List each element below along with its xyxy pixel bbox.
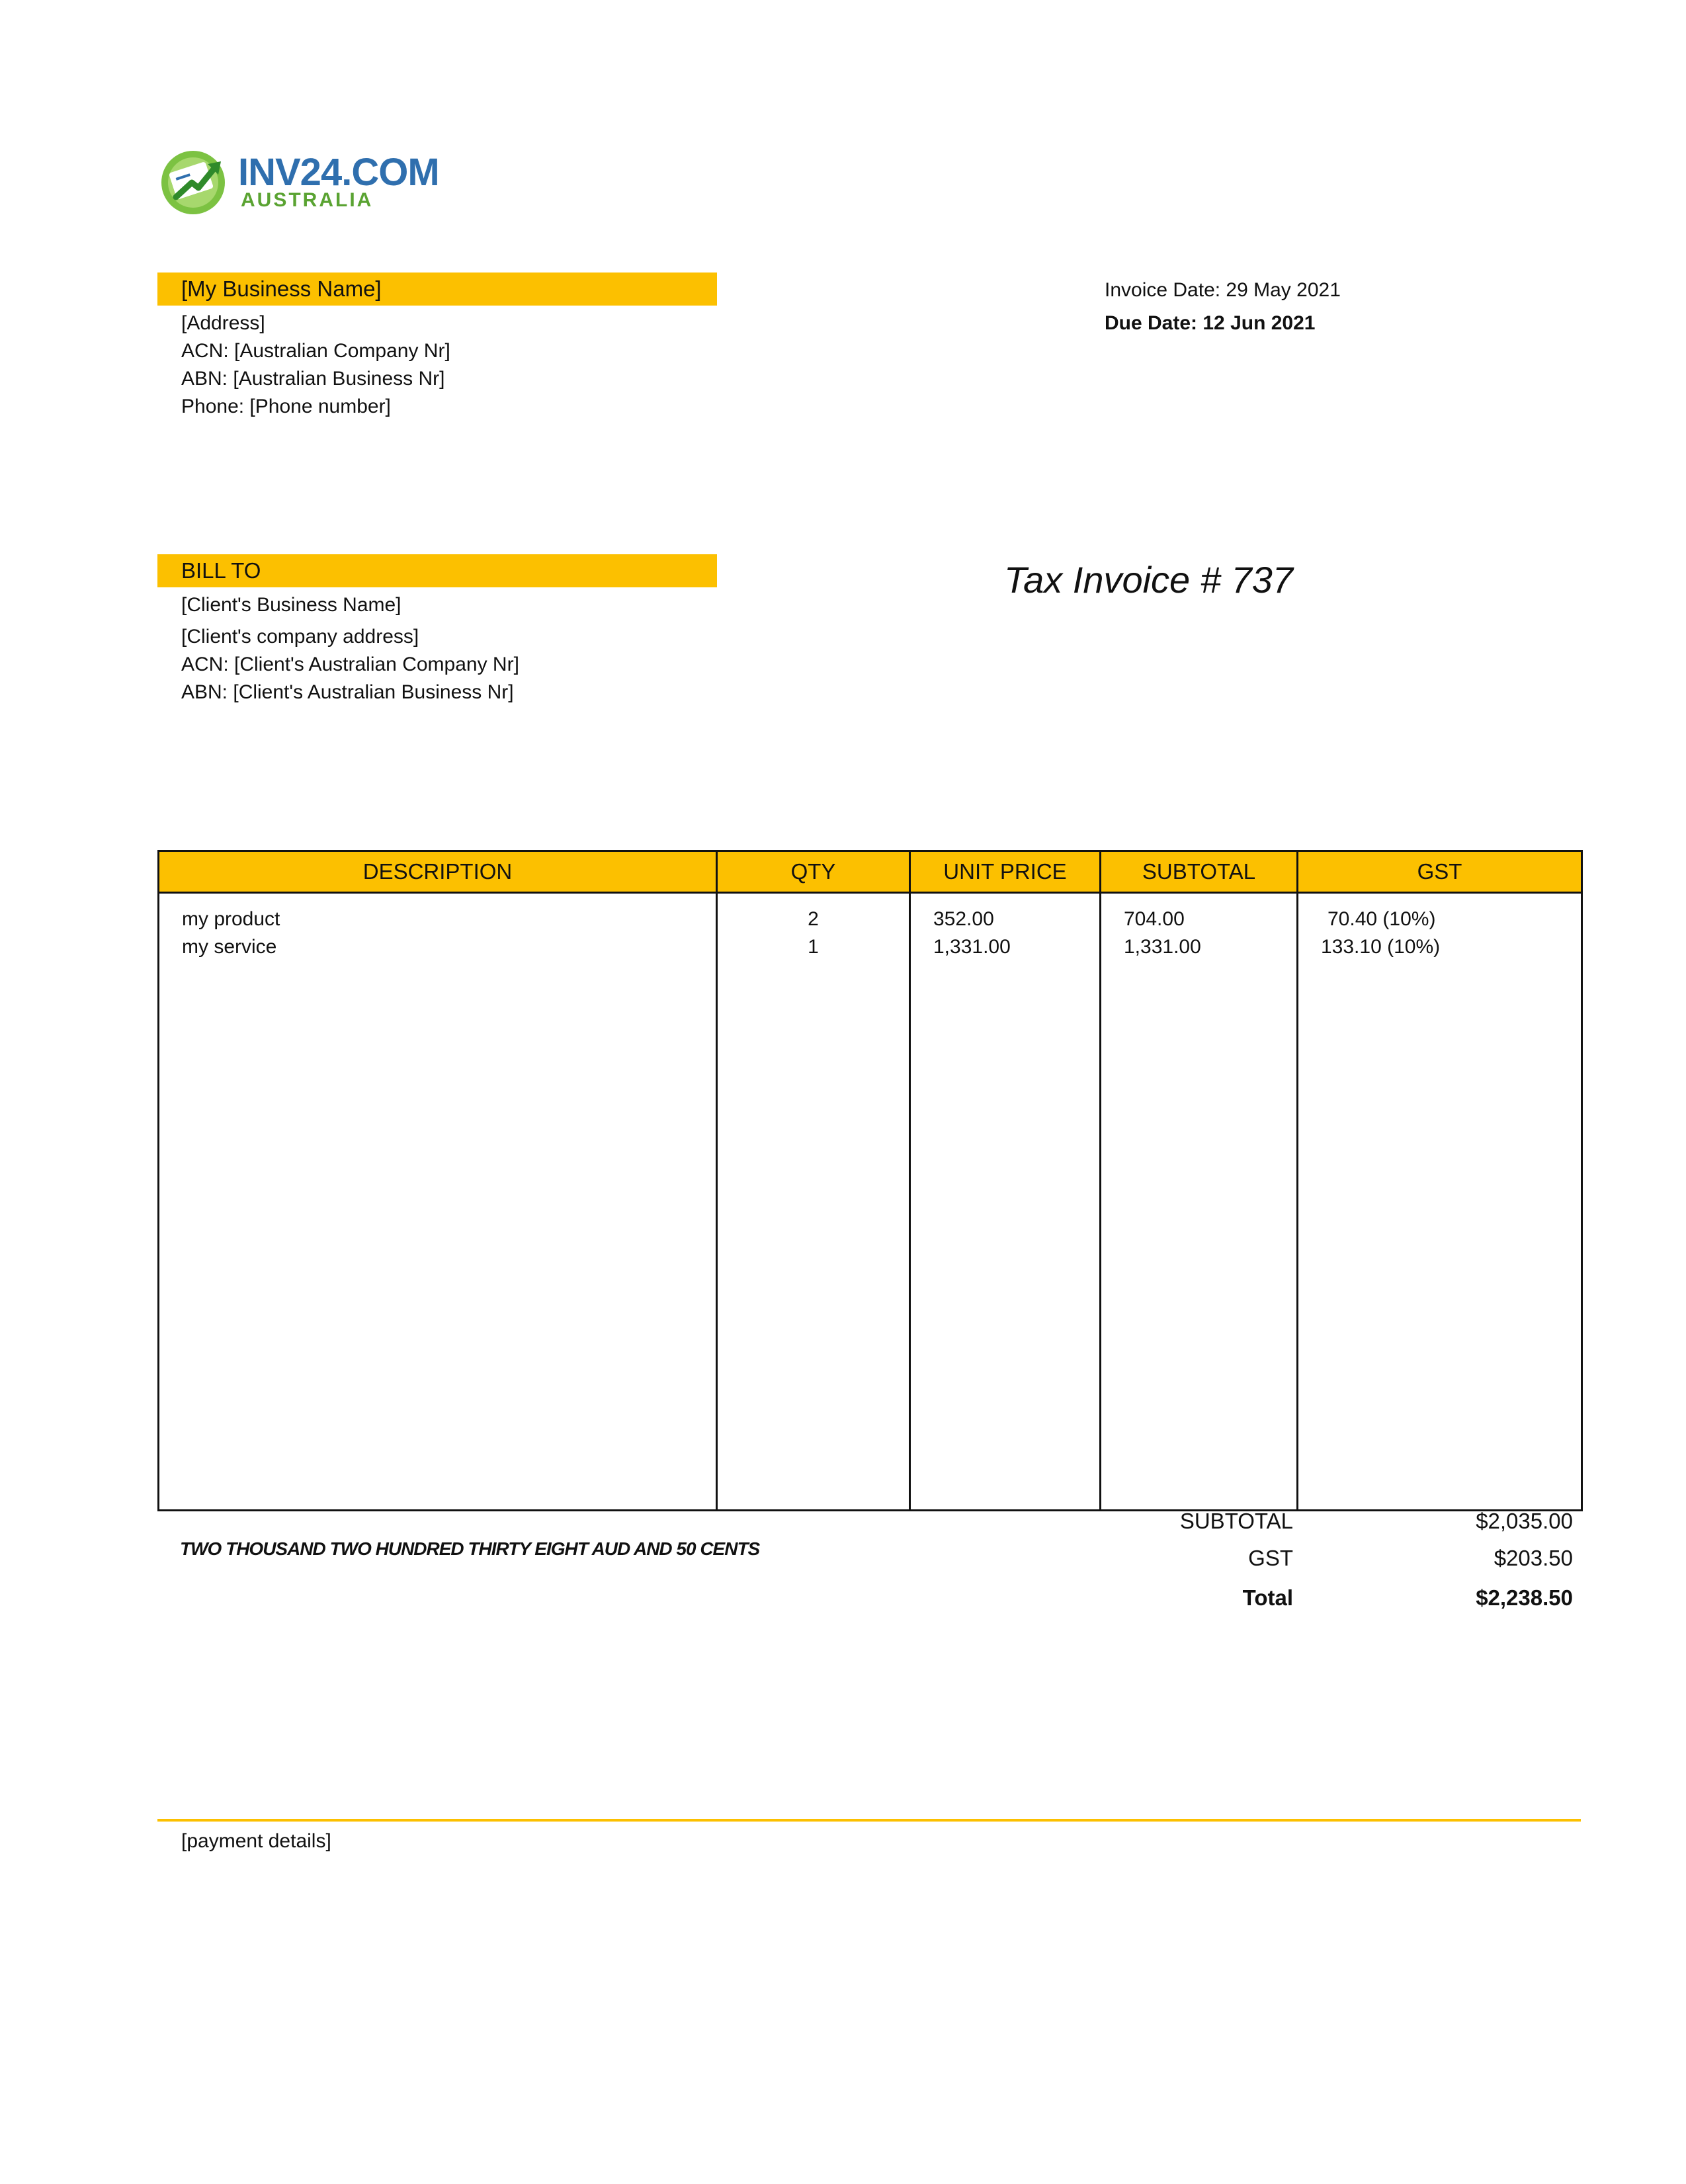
row-unit-price: 352.00 [933, 908, 994, 930]
header-subtotal: SUBTOTAL [1101, 851, 1298, 893]
seller-phone: Phone: [Phone number] [181, 396, 391, 417]
row-subtotal: 704.00 [1124, 908, 1185, 930]
row-description: my product [182, 908, 280, 930]
row-subtotal: 1,331.00 [1124, 936, 1201, 958]
table-filler-row [159, 961, 1582, 1511]
client-abn: ABN: [Client's Australian Business Nr] [181, 681, 514, 703]
row-qty: 2 [808, 908, 819, 930]
client-name: [Client's Business Name] [181, 594, 401, 616]
seller-address: [Address] [181, 312, 265, 334]
seller-abn: ABN: [Australian Business Nr] [181, 368, 445, 390]
payment-details: [payment details] [181, 1830, 331, 1852]
table-row [159, 893, 1582, 934]
row-qty: 1 [808, 936, 819, 958]
row-unit-price: 1,331.00 [933, 936, 1011, 958]
total-value: $2,238.50 [1476, 1585, 1573, 1610]
gst-value: $203.50 [1494, 1546, 1573, 1570]
header-gst: GST [1298, 851, 1582, 893]
logo-emblem-icon [157, 144, 230, 217]
table-row [159, 933, 1582, 961]
row-gst: 70.40 (10%) [1328, 908, 1436, 930]
seller-name: [My Business Name] [181, 276, 382, 301]
logo-country: AUSTRALIA [241, 189, 374, 211]
footer-divider [157, 1819, 1581, 1822]
subtotal-label: SUBTOTAL [1179, 1509, 1293, 1533]
row-gst: 133.10 (10%) [1321, 936, 1441, 958]
company-logo [157, 144, 439, 217]
amount-in-words: TWO THOUSAND TWO HUNDRED THIRTY EIGHT AUD AND 50 CENTS [180, 1538, 760, 1559]
subtotal-value: $2,035.00 [1476, 1509, 1573, 1533]
invoice-title: Tax Invoice # 737 [1004, 559, 1293, 601]
client-address: [Client's company address] [181, 626, 419, 648]
invoice-date: Invoice Date: 29 May 2021 [1105, 279, 1341, 301]
header-qty: QTY [717, 851, 910, 893]
logo-wordmark: INV24.COM [238, 151, 439, 194]
due-date: Due Date: 12 Jun 2021 [1105, 312, 1316, 334]
client-acn: ACN: [Client's Australian Company Nr] [181, 653, 519, 675]
bill-to-label: BILL TO [181, 558, 261, 583]
seller-acn: ACN: [Australian Company Nr] [181, 340, 450, 362]
total-label: Total [1242, 1585, 1293, 1610]
header-description: DESCRIPTION [159, 851, 717, 893]
row-description: my service [182, 936, 277, 958]
line-items-table [157, 850, 1583, 1511]
header-unit-price: UNIT PRICE [910, 851, 1101, 893]
gst-label: GST [1248, 1546, 1293, 1570]
table-header-row [159, 851, 1582, 893]
